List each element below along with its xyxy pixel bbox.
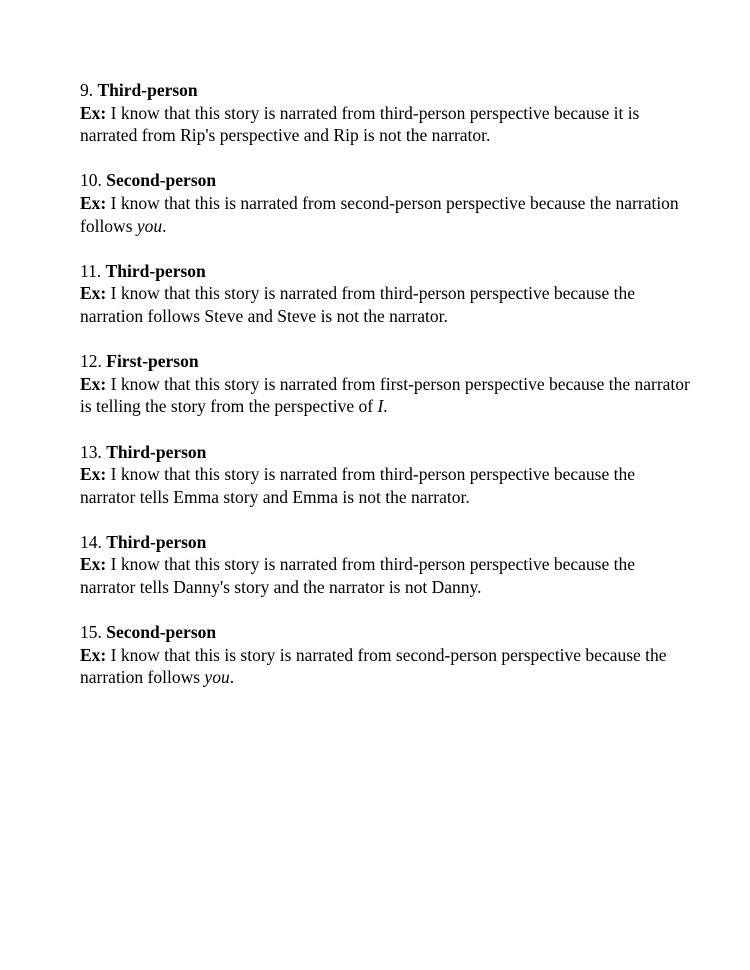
ex-prefix: Ex: xyxy=(80,464,107,485)
answer-item-13 xyxy=(80,441,690,509)
answer-heading xyxy=(80,260,690,283)
answer-explanation xyxy=(80,553,690,598)
answer-number: 15. xyxy=(80,622,102,643)
explanation-text: I know that this story is narrated from first-person perspective because the narrator is telling the story from the perspective of xyxy=(80,373,690,417)
explanation-text: I know that this story is narrated from third-person perspective because the narrator tells Danny's story and the narrator is not Danny. xyxy=(80,554,635,598)
answer-item-15 xyxy=(80,621,690,689)
explanation-text-end: . xyxy=(229,667,235,688)
answer-label: Third-person xyxy=(106,531,207,552)
answer-item-9 xyxy=(80,79,690,147)
answer-explanation xyxy=(80,644,690,689)
answer-item-12 xyxy=(80,350,690,418)
answer-heading xyxy=(80,350,690,373)
answer-number: 11. xyxy=(80,260,102,281)
ex-prefix: Ex: xyxy=(80,283,107,304)
answer-number: 13. xyxy=(80,441,102,462)
explanation-text-end: . xyxy=(383,396,388,417)
answer-explanation xyxy=(80,463,690,508)
answer-explanation xyxy=(80,102,690,147)
answer-explanation xyxy=(80,192,690,237)
explanation-italic: you xyxy=(136,215,163,236)
ex-prefix: Ex: xyxy=(80,644,107,665)
explanation-text-end: . xyxy=(162,215,167,236)
answer-item-14 xyxy=(80,531,690,599)
answer-heading xyxy=(80,169,690,192)
explanation-text: I know that this story is narrated from third-person perspective because it is narrated from Rip's perspective and Rip is not the narrator. xyxy=(80,102,640,146)
explanation-italic: you xyxy=(204,667,230,688)
answer-explanation xyxy=(80,282,690,327)
ex-prefix: Ex: xyxy=(80,102,107,123)
answer-heading xyxy=(80,621,690,644)
answer-label: Third-person xyxy=(106,441,207,462)
explanation-text: I know that this is story is narrated from second-person perspective because the narration follows xyxy=(80,644,667,688)
ex-prefix: Ex: xyxy=(80,554,107,575)
answer-number: 14. xyxy=(80,531,102,552)
answer-key-content xyxy=(80,79,690,712)
answer-number: 10. xyxy=(80,170,102,191)
ex-prefix: Ex: xyxy=(80,373,107,394)
answer-label: Third-person xyxy=(105,260,206,281)
answer-item-11 xyxy=(80,260,690,328)
answer-label: First-person xyxy=(106,351,199,372)
explanation-italic: I xyxy=(377,396,384,417)
answer-number: 12. xyxy=(80,351,102,372)
ex-prefix: Ex: xyxy=(80,192,107,213)
answer-label: Second-person xyxy=(106,622,217,643)
explanation-text: I know that this story is narrated from third-person perspective because the narration follows Steve and Steve is not the narrator. xyxy=(80,283,635,326)
answer-label: Third-person xyxy=(97,80,198,100)
explanation-text: I know that this is narrated from second-person perspective because the narration follows xyxy=(80,192,679,236)
answer-number: 9. xyxy=(80,80,94,100)
answer-item-10 xyxy=(80,169,690,237)
answer-label: Second-person xyxy=(106,170,217,191)
answer-heading xyxy=(80,441,690,464)
answer-heading xyxy=(80,79,690,102)
answer-heading xyxy=(80,531,690,554)
answer-explanation xyxy=(80,373,690,418)
explanation-text: I know that this story is narrated from third-person perspective because the narrator tells Emma story and Emma is not the narrator. xyxy=(80,464,635,507)
